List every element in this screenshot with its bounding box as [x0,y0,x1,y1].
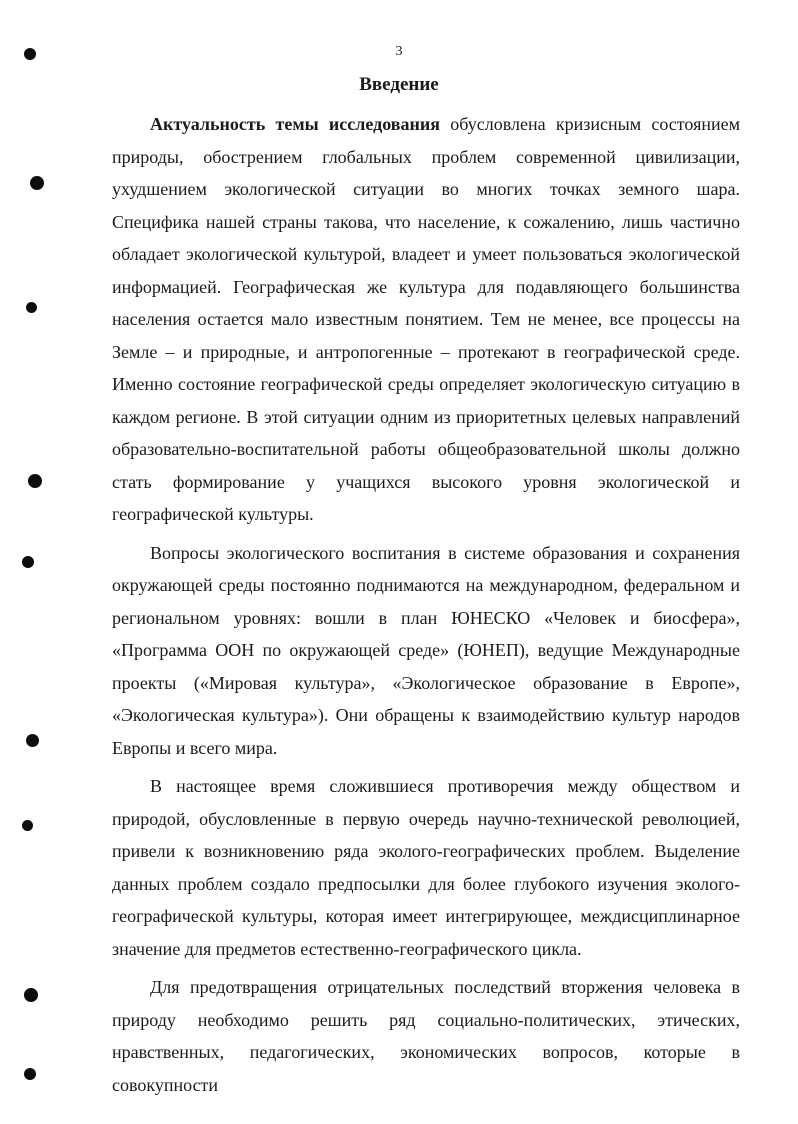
paragraph-2: Вопросы экологического воспитания в системе образования и сохранения окружающей среды постоянно поднимаются на международном, федеральном и региональном уровнях: вошли в план ЮНЕСКО «Человек и биосфера», «Программа ООН по окружающей среде» (ЮНЕП), ведущие Международные проекты («Мировая культура», «Экологическое образование в Европе», «Экологическая культура»). Они обращены к взаимодействию культур народов Европы и всего мира. [112,542,740,758]
page-title: Введение [359,74,439,95]
punch-hole-1 [24,48,36,60]
punch-hole-4 [28,474,42,488]
punch-hole-6 [26,734,39,747]
punch-hole-7 [22,820,33,831]
punch-hole-3 [26,302,37,313]
paragraph-4: Для предотвращения отрицательных последствий вторжения человека в природу необходимо решить ряд социально-политических, этических, нравственных, педагогических, экономических вопросов, которые в совокупности [112,977,740,1095]
paragraph-1-text: обусловлена кризисным состоянием природы, обострением глобальных проблем современной цивилизации, ухудшением экологической ситуации во многих точках земного шара. Специфика нашей страны такова, что население, к сожалению, лишь частично обладает экологической культурой, владеет и умеет пользоваться экологической информацией. Географическая же культура для подавляющего большинства населения остается мало известным понятием. Тем не менее, все процессы на Земле – и природные, и антропогенные – протекают в географической среде. Именно состояние географической среды определяет экологическую ситуацию в каждом регионе. В этой ситуации одним из приоритетных целевых направлений образовательно-воспитательной работы общеобразовательной школы должно стать формирование у учащихся высокого уровня экологической и географической культуры. [112,114,740,524]
document-body [112,108,740,1107]
punch-hole-2 [30,176,44,190]
punch-hole-5 [22,556,34,568]
punch-hole-9 [24,1068,36,1080]
paragraph-3: В настоящее время сложившиеся противоречия между обществом и природой, обусловленные в первую очередь научно-технической революцией, привели к возникновению ряда эколого-географических проблем. Выделение данных проблем создало предпосылки для более глубокого изучения эколого-географической культуры, которая имеет интегрирующее, междисциплинарное значение для предметов естественно-географического цикла. [112,776,740,959]
punch-hole-8 [24,988,38,1002]
page-number: 3 [395,44,403,59]
paragraph-1-lead: Актуальность темы исследования [150,114,440,134]
paragraph-1 [112,108,740,531]
